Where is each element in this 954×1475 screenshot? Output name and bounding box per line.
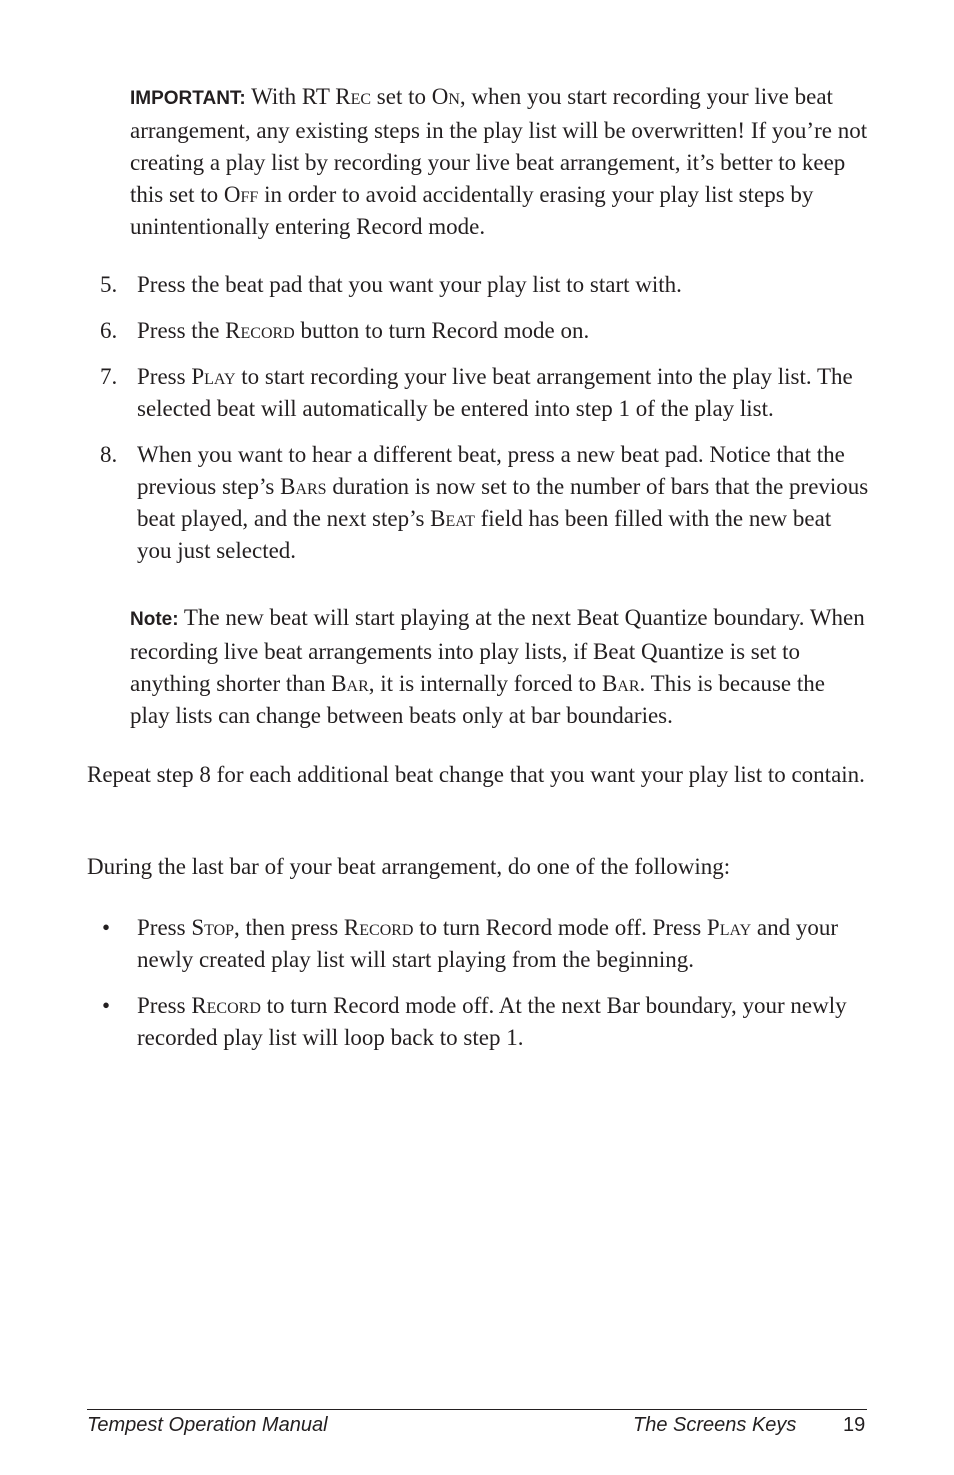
- bullet-dot: •: [102, 915, 111, 940]
- bullet-dot: •: [102, 993, 111, 1018]
- important-text: in order to avoid accidentally erasing your play list steps by unintentionally entering Record mode.: [130, 182, 814, 239]
- step-8: [100, 439, 870, 567]
- record-key: Record: [225, 318, 295, 343]
- bullet-text: [137, 990, 875, 1054]
- step-text: [137, 361, 870, 425]
- important-text: With RT: [245, 84, 336, 109]
- step-text-run: Press the: [137, 318, 226, 343]
- note-text: The new beat will start playing at the next Beat Quantize boundary. When recording live beat arrangements into play lists, if Beat Quantize is set to anything shorter than: [130, 605, 865, 696]
- bullet-text-run: Press: [137, 993, 192, 1018]
- bullet-text-run: to turn Record mode off. Press: [413, 915, 707, 940]
- note-text: , it is internally forced to: [368, 671, 602, 696]
- bullet-text-run: , then press: [234, 915, 344, 940]
- step-text-run: to start recording your live beat arrangement into the play list. The selected beat will automatically be entered into step 1 of the play list.: [137, 364, 853, 421]
- important-text: set to: [371, 84, 432, 109]
- play-key: Play: [191, 364, 236, 389]
- important-text: , when you start recording your live beat arrangement, any existing steps in the play list will be overwritten! If you’re not creating a play list by recording your live beat arrangement, it’s better to keep this set to: [130, 84, 868, 207]
- step-7: [100, 361, 870, 425]
- footer-manual-title: Tempest Operation Manual: [87, 1414, 328, 1436]
- note-callout: [130, 602, 870, 732]
- step-text-run: Press: [137, 364, 192, 389]
- bullet-text-run: and your newly created play list will start playing from the beginning.: [137, 915, 839, 972]
- off-value: Off: [223, 182, 259, 207]
- step-text-run: When you want to hear a different beat, press a new beat pad. Notice that the previous step’s: [137, 442, 845, 499]
- note-label: Note:: [130, 609, 179, 630]
- last-bar-paragraph: During the last bar of your beat arrangement, do one of the following:: [87, 854, 731, 879]
- bar-value: Bar: [331, 671, 369, 696]
- important-callout: [130, 81, 870, 243]
- beat-field: Beat: [430, 506, 475, 531]
- repeat-paragraph: Repeat step 8 for each additional beat change that you want your play list to contain.: [87, 762, 865, 787]
- rt-rec-key: Rec: [335, 84, 372, 109]
- step-text: [137, 439, 870, 567]
- on-value: On: [431, 84, 460, 109]
- step-text: [137, 269, 870, 301]
- bullet-text: [137, 912, 875, 976]
- bullet-item: [100, 912, 875, 976]
- bars-field: Bars: [280, 474, 327, 499]
- step-number: 8.: [100, 442, 118, 467]
- record-key: Record: [343, 915, 414, 940]
- play-key: Play: [706, 915, 752, 940]
- step-6: [100, 315, 870, 347]
- note-text: . This is because the play lists can change between beats only at bar boundaries.: [130, 671, 825, 728]
- step-5: [100, 269, 870, 301]
- step-number: 6.: [100, 318, 118, 343]
- step-text-run: button to turn Record mode on.: [294, 318, 590, 343]
- page-number: 19: [843, 1414, 866, 1436]
- bullet-item: [100, 990, 875, 1054]
- bar-value: Bar: [601, 671, 640, 696]
- important-label: IMPORTANT:: [130, 88, 246, 109]
- footer-section-title: The Screens Keys: [633, 1414, 797, 1436]
- step-text-run: duration is now set to the number of bars that the previous beat played, and the next step’s: [137, 474, 869, 531]
- step-text: [137, 315, 870, 347]
- stop-key: Stop: [191, 915, 235, 940]
- bullet-text-run: to turn Record mode off. At the next Bar boundary, your newly recorded play list will loop back to step 1.: [137, 993, 847, 1050]
- record-key: Record: [191, 993, 261, 1018]
- step-number: 7.: [100, 364, 118, 389]
- step-number: 5.: [100, 272, 118, 297]
- footer-divider: [87, 1409, 867, 1410]
- bullet-text-run: Press: [137, 915, 192, 940]
- step-text-run: Press the beat pad that you want your play list to start with.: [137, 272, 682, 297]
- step-text-run: field has been filled with the new beat you just selected.: [137, 506, 832, 563]
